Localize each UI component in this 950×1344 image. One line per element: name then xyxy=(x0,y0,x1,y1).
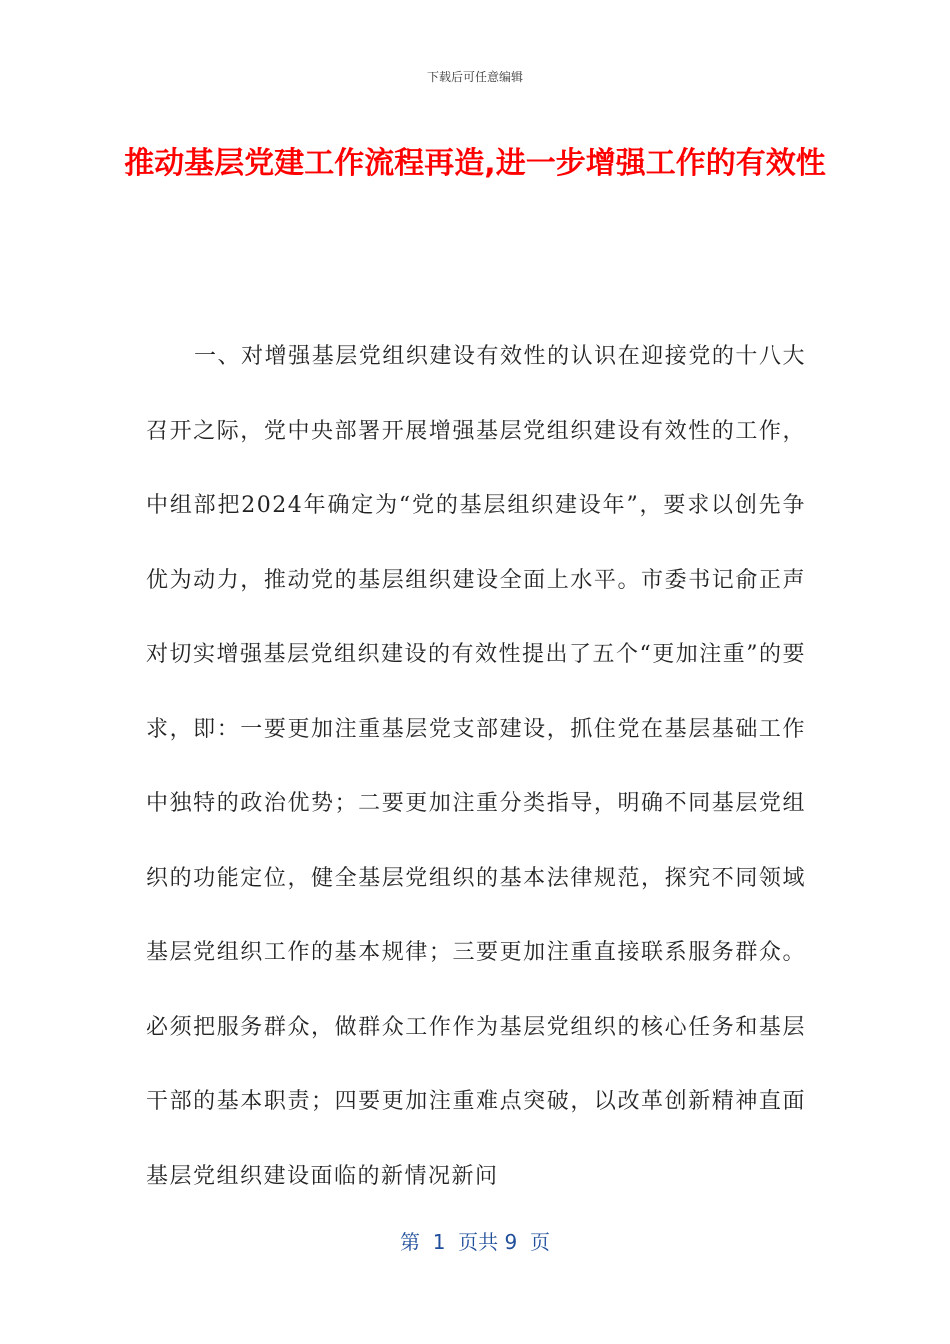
body-paragraph: 一、对增强基层党组织建设有效性的认识在迎接党的十八大召开之际，党中央部署开展增强基层党组织建设有效性的工作，中组部把2024年确定为“党的基层组织建设年”，要求以创先争优为动力，推动党的基层组织建设全面上水平。市委书记俞正声对切实增强基层党组织建设的有效性提出了五个“更加注重”的要求，即：一要更加注重基层党支部建设，抓住党在基层基础工作中独特的政治优势；二要更加注重分类指导，明确不同基层党组织的功能定位，健全基层党组织的基本法律规范，探究不同领域基层党组织工作的基本规律；三要更加注重直接联系服务群众。必须把服务群众，做群众工作作为基层党组织的核心任务和基层干部的基本职责；四要更加注重难点突破，以改革创新精神直面基层党组织建设面临的新情况新问 xyxy=(146,344,806,1189)
page-number-footer: 第 1 页共 9 页 xyxy=(400,1230,550,1254)
header-note: 下载后可任意编辑 xyxy=(426,70,523,84)
document-title: 推动基层党建工作流程再造,进一步增强工作的有效性 xyxy=(124,146,826,181)
